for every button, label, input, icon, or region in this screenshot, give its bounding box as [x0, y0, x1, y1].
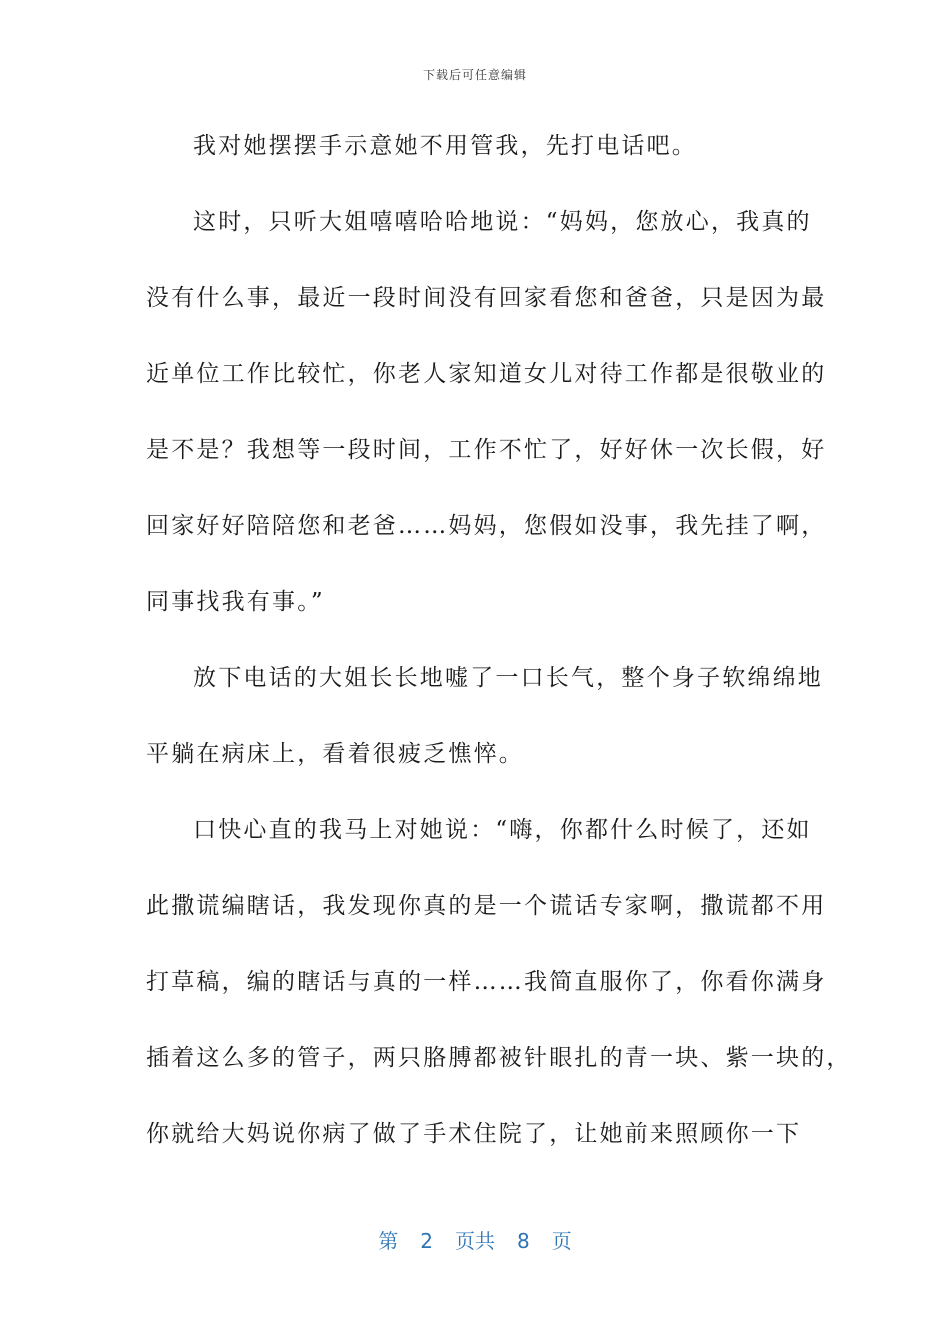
- paragraph-line: 是不是？我想等一段时间，工作不忙了，好好休一次长假，好: [146, 437, 827, 463]
- page-mid: 页共: [455, 1229, 495, 1253]
- paragraph-line: 打草稿，编的瞎话与真的一样……我简直服你了，你看你满身: [146, 969, 827, 995]
- paragraph-line: 你就给大妈说你病了做了手术住院了，让她前来照顾你一下: [146, 1121, 802, 1147]
- document-body: [146, 126, 852, 1190]
- paragraph-line: 放下电话的大姐长长地嘘了一口长气，整个身子软绵绵地: [193, 665, 823, 691]
- paragraph-line: 插着这么多的管子，两只胳膊都被针眼扎的青一块、紫一块的，: [146, 1045, 852, 1071]
- paragraph-line: 口快心直的我马上对她说：“嗨，你都什么时候了，还如: [193, 817, 812, 843]
- paragraph-line: 此撒谎编瞎话，我发现你真的是一个谎话专家啊，撒谎都不用: [146, 893, 827, 919]
- total-pages: 8: [517, 1229, 530, 1253]
- paragraph-line: 我对她摆摆手示意她不用管我，先打电话吧。: [193, 133, 697, 159]
- paragraph-line: 回家好好陪陪您和老爸……妈妈，您假如没事，我先挂了啊，: [146, 513, 827, 539]
- page-prefix: 第: [378, 1229, 399, 1253]
- paragraph-line: 平躺在病床上，看着很疲乏憔悴。: [146, 741, 524, 767]
- page-suffix: 页: [551, 1229, 572, 1253]
- paragraph-line: 近单位工作比较忙，你老人家知道女儿对待工作都是很敬业的: [146, 361, 827, 387]
- page-number-footer: [0, 1225, 950, 1254]
- paragraph-line: 没有什么事，最近一段时间没有回家看您和爸爸，只是因为最: [146, 285, 827, 311]
- current-page: 2: [420, 1229, 433, 1253]
- paragraph-line: 同事找我有事。”: [146, 589, 325, 615]
- header-note: 下载后可任意编辑: [422, 68, 527, 82]
- paragraph-line: 这时，只听大姐嘻嘻哈哈地说：“妈妈，您放心，我真的: [193, 209, 812, 235]
